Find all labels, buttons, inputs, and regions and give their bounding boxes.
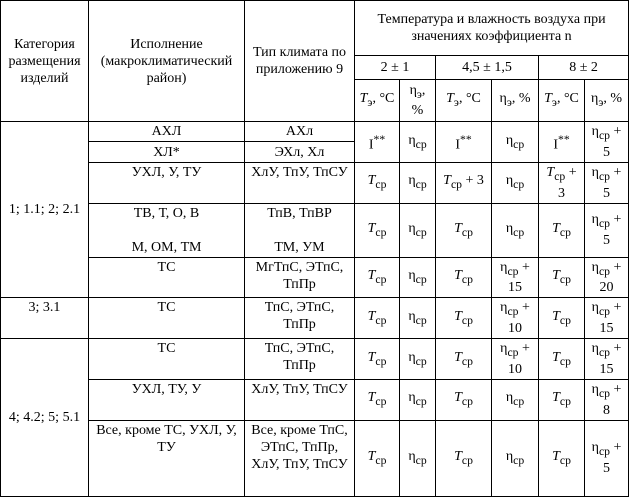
execution-cell: ХЛ* [89, 142, 245, 162]
value-cell: $T_{ср}$ [436, 257, 492, 298]
header-category: Категория размещения изделий [1, 1, 89, 122]
value-cell: $\eta_{ср} + 20$ [585, 257, 629, 298]
value-cell: $\eta_{ср} + 15$ [492, 257, 539, 298]
value-cell: I** [436, 122, 492, 163]
value-cell: $\eta_{ср} + 15$ [585, 339, 629, 380]
value-cell: $\eta_{ср}$ [400, 257, 436, 298]
climate-line: ТМ, УМ [274, 239, 325, 255]
value-cell: $\eta_{ср} + 5$ [585, 162, 629, 203]
value-cell: $\eta_{ср} + 15$ [585, 298, 629, 339]
execution-cell: ТС [89, 298, 245, 339]
climate-cell: ЭХл, Хл [245, 142, 355, 162]
value-cell: $T_{ср}$ [355, 162, 400, 203]
value-cell: $T_{ср}$ [355, 298, 400, 339]
header-hum-unit-1: $\eta_э$, % [400, 80, 436, 122]
climate-cell: ХлУ, ТпУ, ТпСУ [245, 162, 355, 203]
table-row [1, 162, 629, 203]
category-cell: 1; 1.1; 2; 2.1 [1, 122, 89, 298]
value-cell: $\eta_{ср} + 5$ [585, 420, 629, 496]
value-cell: $\eta_{ср} + 5$ [585, 203, 629, 257]
table-row [1, 379, 629, 420]
value-cell: $T_{ср}$ [436, 203, 492, 257]
execution-line: ТВ, Т, О, В [133, 205, 200, 221]
value-cell: $\eta_{ср}$ [400, 162, 436, 203]
table-row [1, 339, 629, 380]
value-cell: $T_{ср}$ [539, 339, 585, 380]
value-cell: $\eta_{ср}$ [400, 203, 436, 257]
execution-cell [89, 203, 245, 257]
table-row [1, 122, 629, 142]
value-cell: $\eta_{ср}$ [492, 420, 539, 496]
category-cell: 4; 4.2; 5; 5.1 [1, 339, 89, 497]
header-climate-type: Тип климата по приложению 9 [245, 1, 355, 122]
header-hum-unit-3: $\eta_э$, % [585, 80, 629, 122]
value-cell: $\eta_{ср}$ [400, 298, 436, 339]
value-cell: $\eta_{ср}$ [400, 379, 436, 420]
header-coef-1: 2 ± 1 [355, 56, 436, 80]
header-coef-3: 8 ± 2 [539, 56, 629, 80]
value-cell: $\eta_{ср}$ [492, 203, 539, 257]
value-cell: I** [539, 122, 585, 163]
execution-cell: АХЛ [89, 122, 245, 142]
execution-cell: ТС [89, 257, 245, 298]
value-cell: $T_{ср}$ [355, 379, 400, 420]
value-cell: $\eta_{ср} + 8$ [585, 379, 629, 420]
climate-cell: Все, кроме ТпС, ЭТпС, ТпПр, ХлУ, ТпУ, ТпСУ [245, 420, 355, 496]
header-temp-unit-3: $T_э$, °С [539, 80, 585, 122]
header-temp-unit-2: $T_э$, °С [436, 80, 492, 122]
value-cell: $T_{ср}$ [355, 420, 400, 496]
value-cell: $T_{ср}$ [539, 203, 585, 257]
header-row-1 [1, 1, 629, 56]
value-cell: $T_{ср}$ [436, 339, 492, 380]
value-cell: $T_{ср}$ [539, 379, 585, 420]
value-cell: $\eta_{ср}$ [400, 339, 436, 380]
value-cell: $T_{ср}$ [539, 257, 585, 298]
header-execution: Исполнение (макроклиматический район) [89, 1, 245, 122]
value-cell: $\eta_{ср}$ [492, 162, 539, 203]
header-coef-2: 4,5 ± 1,5 [436, 56, 539, 80]
value-cell: $T_{ср}$ [436, 298, 492, 339]
value-cell: $\eta_{ср}$ [400, 122, 436, 163]
value-cell: $T_{ср}$ [355, 203, 400, 257]
table-row [1, 420, 629, 496]
value-cell: I** [355, 122, 400, 163]
climate-cell: ТпС, ЭТпС, ТпПр [245, 339, 355, 380]
header-temp-unit-1: $T_э$, °С [355, 80, 400, 122]
value-cell: $T_{ср}$ [355, 339, 400, 380]
value-cell: $\eta_{ср}$ [400, 420, 436, 496]
value-cell: $\eta_{ср} + 10$ [492, 339, 539, 380]
value-cell: $T_{ср}$ [539, 420, 585, 496]
execution-cell: УХЛ, У, ТУ [89, 162, 245, 203]
value-cell: $T_{ср}$ [436, 420, 492, 496]
value-cell: $\eta_{ср} + 10$ [492, 298, 539, 339]
table-row [1, 298, 629, 339]
climate-cell [245, 203, 355, 257]
value-cell: $T_{ср}$ [436, 379, 492, 420]
execution-cell: Все, кроме ТС, УХЛ, У, ТУ [89, 420, 245, 496]
climate-cell: МгТпС, ЭТпС, ТпПр [245, 257, 355, 298]
climate-cell: АХл [245, 122, 355, 142]
climate-cell: ХлУ, ТпУ, ТпСУ [245, 379, 355, 420]
execution-line: М, ОМ, ТМ [131, 239, 202, 255]
value-cell: $\eta_{ср}$ [492, 122, 539, 163]
value-cell: $T_{ср} + 3$ [436, 162, 492, 203]
category-cell: 3; 3.1 [1, 298, 89, 339]
header-hum-unit-2: $\eta_э$, % [492, 80, 539, 122]
table-row [1, 203, 629, 228]
execution-cell: УХЛ, ТУ, У [89, 379, 245, 420]
climate-line: ТпВ, ТпВР [267, 205, 332, 221]
value-cell: $T_{ср}$ [539, 298, 585, 339]
header-temp-humidity [355, 1, 629, 56]
header-temp-humidity-text: Температура и влажность воздуха при значениях коэффициента n [377, 12, 606, 44]
table-row [1, 257, 629, 298]
value-cell: $T_{ср}$ [355, 257, 400, 298]
value-cell: $\eta_{ср} + 5$ [585, 122, 629, 163]
value-cell: $T_{ср} + 3$ [539, 162, 585, 203]
climate-cell: ТпС, ЭТпС, ТпПр [245, 298, 355, 339]
execution-cell: ТС [89, 339, 245, 380]
value-cell: $\eta_{ср}$ [492, 379, 539, 420]
